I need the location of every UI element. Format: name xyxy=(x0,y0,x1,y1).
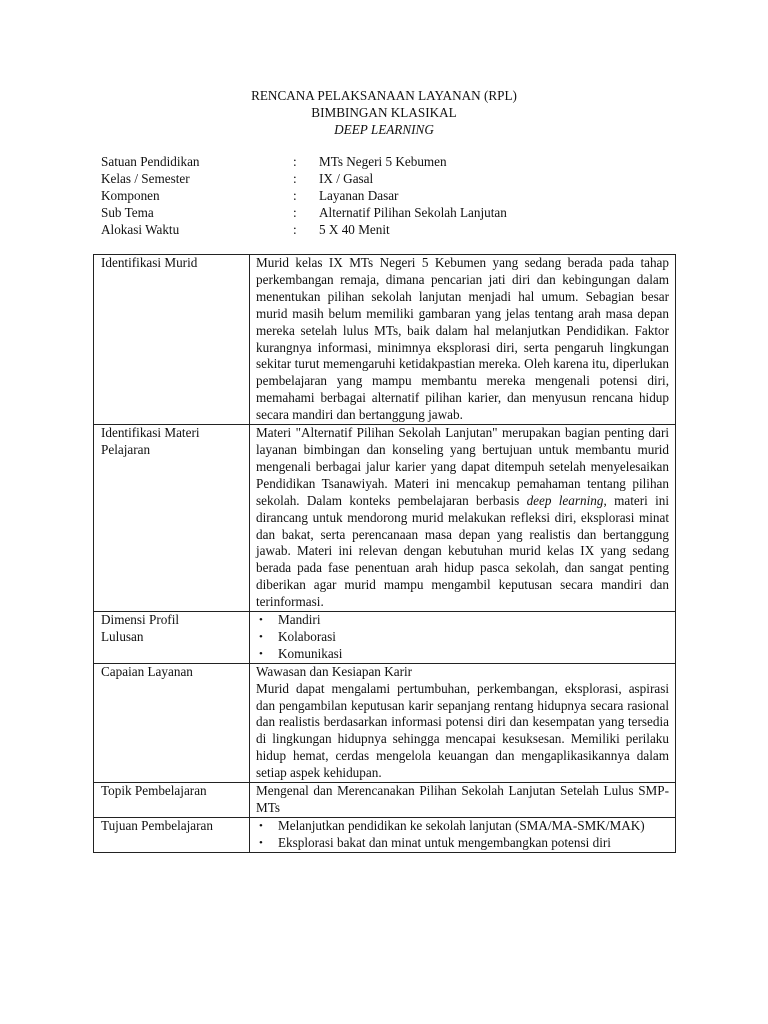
table-row-identifikasi-materi xyxy=(94,425,676,612)
rpl-table xyxy=(93,254,676,853)
info-label: Sub Tema xyxy=(101,204,154,220)
bullet-icon: • xyxy=(259,647,263,660)
info-colon: : xyxy=(293,170,297,186)
title-line-1: RENCANA PELAKSANAAN LAYANAN (RPL) xyxy=(251,88,517,103)
list-item xyxy=(256,629,669,646)
list-item-text: Komunikasi xyxy=(278,645,343,661)
info-colon: : xyxy=(293,154,297,169)
row-content xyxy=(250,783,676,818)
row-label-text: Tujuan Pembelajaran xyxy=(101,817,213,833)
info-row-subtema xyxy=(101,205,507,222)
info-row-alokasi xyxy=(101,222,507,239)
list-item-text: Mandiri xyxy=(278,612,321,628)
row-label-line-2: Lulusan xyxy=(101,628,144,644)
bullet-icon: • xyxy=(259,630,263,643)
row-content xyxy=(250,663,676,782)
info-label: Kelas / Semester xyxy=(101,170,190,186)
capaian-text: Murid dapat mengalami pertumbuhan, perkembangan, eksplorasi, aspirasi dan pengambilan keputusan karir sepanjang rentang hidupnya secara rasional dan realistis berdasarkan informasi potensi diri dan kesempatan yang tersedia di lingkungan hidupnya sehingga mencapai kesuksesan. Memiliki perilaku hidup hemat, cerdas mengelola keuangan dan mengaplikasikannya dalam setiap aspek kehidupan. xyxy=(256,680,669,781)
info-label: Alokasi Waktu xyxy=(101,221,180,237)
row-label-text: Topik Pembelajaran xyxy=(101,783,207,799)
title-line-3: DEEP LEARNING xyxy=(334,121,434,137)
info-value: MTs Negeri 5 Kebumen xyxy=(319,154,447,169)
row-label xyxy=(94,255,250,425)
row-label-text: Capaian Layanan xyxy=(101,663,193,679)
info-colon: : xyxy=(293,204,297,220)
row-content xyxy=(250,817,676,852)
info-label: Komponen xyxy=(101,187,160,203)
list-item-text: Eksplorasi bakat dan minat untuk mengembangkan potensi diri xyxy=(278,834,611,850)
info-row-satuan xyxy=(101,154,507,171)
bullet-icon: • xyxy=(259,836,263,849)
row-label-line-2: Pelajaran xyxy=(101,441,151,457)
table-row-identifikasi-murid xyxy=(94,255,676,425)
row-label-line-1: Identifikasi Materi xyxy=(101,425,200,441)
row-label xyxy=(94,612,250,664)
identifikasi-materi-text-1: Materi "Alternatif Pilihan Sekolah Lanjutan" merupakan bagian penting dari layanan bimbingan dan konseling yang bertujuan untuk membantu murid mengenali berbagai jalur karier yang dapat ditempuh setelah menyelesaikan Pendidikan Tsanawiyah. Materi ini mencakup pemahaman tentang pilihan sekolah. Dalam konteks pembelajaran berbasis xyxy=(256,425,669,508)
table-row-capaian-layanan xyxy=(94,663,676,782)
identifikasi-materi-text-2: , materi ini dirancang untuk mendorong murid melakukan refleksi diri, eksplorasi minat dan bakat, serta perencanaan masa depan yang realistis dan bertanggung jawab. Materi ini relevan dengan kebutuhan murid kelas IX yang sedang berada pada fase penentuan arah hidup pasca sekolah, dan sangat penting diberikan agar murid mampu mengambil keputusan secara mandiri dan terinformasi. xyxy=(256,492,669,610)
document-title xyxy=(0,88,768,139)
list-item-text: Kolaborasi xyxy=(278,628,336,644)
list-item xyxy=(256,818,669,835)
title-line-2: BIMBINGAN KLASIKAL xyxy=(311,104,457,120)
info-colon: : xyxy=(293,221,297,237)
capaian-heading: Wawasan dan Kesiapan Karir xyxy=(256,663,413,679)
identity-block xyxy=(101,154,507,238)
row-label xyxy=(94,663,250,782)
tujuan-list xyxy=(256,818,669,852)
table-row-topik xyxy=(94,783,676,818)
row-label-text: Identifikasi Murid xyxy=(101,255,198,270)
identifikasi-murid-text: Murid kelas IX MTs Negeri 5 Kebumen yang sedang berada pada tahap perkembangan remaja, dimana pencarian jati diri dan kebingungan dalam menentukan pilihan sekolah lanjutan menjadi hal umum. Sebagian besar murid masih belum memiliki gambaran yang jelas tentang arah masa depan mereka setelah lulus MTs, baik dalam hal melanjutkan Pendidikan. Faktor kurangnya informasi, minimnya eksplorasi diri, serta pengaruh lingkungan sekitar turut memengaruhi ketidakpastian mereka. Oleh karena itu, diperlukan pembelajaran yang mampu membantu mereka mengenali potensi diri, memahami berbagai alternatif pilihan karier, dan menyusun rencana hidup secara mandiri dan bertanggung jawab. xyxy=(256,255,669,423)
row-content xyxy=(250,612,676,664)
info-value: 5 X 40 Menit xyxy=(319,221,390,237)
info-value: Layanan Dasar xyxy=(319,187,399,203)
row-content xyxy=(250,425,676,612)
list-item xyxy=(256,612,669,629)
identifikasi-materi-italic: deep learning xyxy=(526,492,604,508)
info-label: Satuan Pendidikan xyxy=(101,154,200,169)
row-label xyxy=(94,817,250,852)
info-row-kelas xyxy=(101,171,507,188)
topik-text: Mengenal dan Merencanakan Pilihan Sekolah Lanjutan Setelah Lulus SMP-MTs xyxy=(256,783,669,815)
list-item xyxy=(256,646,669,663)
list-item xyxy=(256,835,669,852)
info-value: Alternatif Pilihan Sekolah Lanjutan xyxy=(319,204,507,220)
row-label-line-1: Dimensi Profil xyxy=(101,612,180,628)
table-row-tujuan xyxy=(94,817,676,852)
info-row-komponen xyxy=(101,188,507,205)
row-label xyxy=(94,783,250,818)
row-label xyxy=(94,425,250,612)
dimensi-list xyxy=(256,612,669,663)
info-value: IX / Gasal xyxy=(319,170,374,186)
row-content xyxy=(250,255,676,425)
info-colon: : xyxy=(293,187,297,203)
list-item-text: Melanjutkan pendidikan ke sekolah lanjutan (SMA/MA-SMK/MAK) xyxy=(278,817,645,833)
bullet-icon: • xyxy=(259,614,263,627)
bullet-icon: • xyxy=(259,819,263,832)
table-row-dimensi-profil xyxy=(94,612,676,664)
